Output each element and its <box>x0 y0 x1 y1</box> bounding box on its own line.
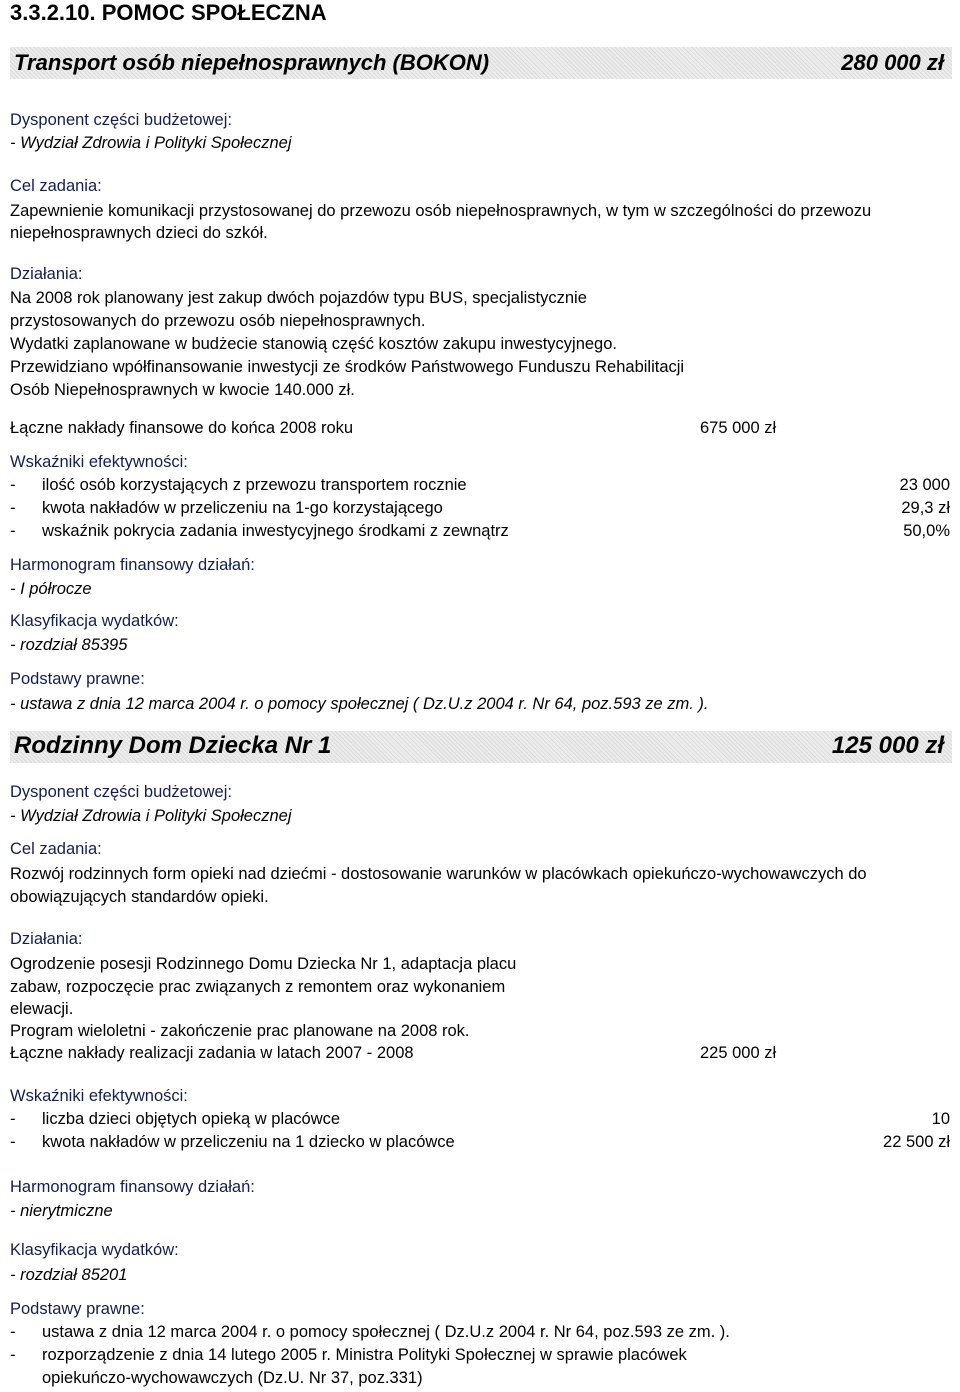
podstawa-text: opiekuńczo-wychowawczych (Dz.U. Nr 37, poz.331) <box>42 1369 423 1387</box>
task-banner-1 <box>10 47 952 79</box>
harmonogram-label: Harmonogram finansowy działań: <box>10 556 255 574</box>
wskaznik-value: 22 500 zł <box>883 1133 950 1151</box>
wskaznik-text: ilość osób korzystających z przewozu transportem rocznie <box>42 476 467 494</box>
list-item: - rozporządzenie z dnia 14 lutego 2005 r. Ministra Polityki Społecznej w sprawie placówek <box>10 1346 687 1364</box>
cel-label: Cel zadania: <box>10 840 102 858</box>
harmonogram-value: - nierytmiczne <box>10 1202 113 1220</box>
podstawa-text: ustawa z dnia 12 marca 2004 r. o pomocy społecznej ( Dz.U.z 2004 r. Nr 64, poz.593 ze zm. ). <box>42 1323 730 1341</box>
harmonogram-label: Harmonogram finansowy działań: <box>10 1178 255 1196</box>
wskaznik-text: kwota nakładów w przeliczeniu na 1 dziecko w placówce <box>42 1133 455 1151</box>
dysponent-value: - Wydział Zdrowia i Polityki Społecznej <box>10 134 292 152</box>
podstawa-text: rozporządzenie z dnia 14 lutego 2005 r. Ministra Polityki Społecznej w sprawie placówek <box>42 1346 687 1364</box>
task-banner-2 <box>10 731 952 763</box>
task-title: Transport osób niepełnosprawnych (BOKON) <box>14 50 490 75</box>
naklady-label: Łączne nakłady realizacji zadania w latach 2007 - 2008 <box>10 1044 414 1062</box>
task-amount: 280 000 zł <box>841 50 944 75</box>
klasyfikacja-label: Klasyfikacja wydatków: <box>10 612 179 630</box>
dysponent-label: Dysponent części budżetowej: <box>10 111 232 129</box>
dzialania-line: Osób Niepełnosprawnych w kwocie 140.000 zł. <box>10 381 355 399</box>
dysponent-value: - Wydział Zdrowia i Polityki Społecznej <box>10 807 292 825</box>
cel-label: Cel zadania: <box>10 177 102 195</box>
wskaznik-value: 10 <box>931 1110 950 1128</box>
cel-line: Rozwój rodzinnych form opieki nad dziećmi - dostosowanie warunków w placówkach opiekuńczo-wychowawczych do <box>10 865 867 883</box>
klasyfikacja-value: - rozdział 85201 <box>10 1266 128 1284</box>
podstawy-label: Podstawy prawne: <box>10 1300 145 1318</box>
wskaznik-text: liczba dzieci objętych opieką w placówce <box>42 1110 341 1128</box>
naklady-label: Łączne nakłady finansowe do końca 2008 roku <box>10 419 354 437</box>
naklady-value: 225 000 zł <box>700 1044 777 1062</box>
dzialania-label: Działania: <box>10 265 83 283</box>
wskaznik-text: wskaźnik pokrycia zadania inwestycyjnego środkami z zewnątrz <box>42 522 509 540</box>
wskazniki-label: Wskaźniki efektywności: <box>10 1087 188 1105</box>
wskaznik-value: 23 000 <box>899 476 950 494</box>
wskaznik-text: kwota nakładów w przeliczeniu na 1-go korzystającego <box>42 499 443 517</box>
dzialania-line: przystosowanych do przewozu osób niepełnosprawnych. <box>10 312 426 330</box>
list-item: - liczba dzieci objętych opieką w placówce 10 <box>10 1110 950 1128</box>
dzialania-line: Wydatki zaplanowane w budżecie stanowią część kosztów zakupu inwestycyjnego. <box>10 335 617 353</box>
list-item: - kwota nakładów w przeliczeniu na 1 dziecko w placówce 22 500 zł <box>10 1133 950 1151</box>
dzialania-line: Program wieloletni - zakończenie prac planowane na 2008 rok. <box>10 1022 470 1040</box>
list-item: - kwota nakładów w przeliczeniu na 1-go korzystającego 29,3 zł <box>10 499 950 517</box>
podstawy-label: Podstawy prawne: <box>10 670 145 688</box>
dzialania-line: zabaw, rozpoczęcie prac związanych z remontem oraz wykonaniem <box>10 978 506 996</box>
wskazniki-label: Wskaźniki efektywności: <box>10 453 188 471</box>
list-item: - ustawa z dnia 12 marca 2004 r. o pomocy społecznej ( Dz.U.z 2004 r. Nr 64, poz.593 ze zm. ). <box>10 1323 730 1341</box>
task-title: Rodzinny Dom Dziecka Nr 1 <box>14 732 332 759</box>
wskaznik-value: 29,3 zł <box>901 499 950 517</box>
harmonogram-value: - I półrocze <box>10 580 92 598</box>
dzialania-line: elewacji. <box>10 1000 74 1018</box>
klasyfikacja-label: Klasyfikacja wydatków: <box>10 1241 179 1259</box>
naklady-value: 675 000 zł <box>700 419 777 437</box>
cel-line: obowiązujących standardów opieki. <box>10 888 269 906</box>
section-heading: 3.3.2.10. POMOC SPOŁECZNA <box>10 0 327 25</box>
task-amount: 125 000 zł <box>831 732 944 759</box>
klasyfikacja-value: - rozdział 85395 <box>10 636 128 654</box>
list-item: - wskaźnik pokrycia zadania inwestycyjnego środkami z zewnątrz 50,0% <box>10 522 950 540</box>
list-item: - ilość osób korzystających z przewozu transportem rocznie 23 000 <box>10 476 950 494</box>
podstawy-value: - ustawa z dnia 12 marca 2004 r. o pomocy społecznej ( Dz.U.z 2004 r. Nr 64, poz.593 ze zm. ). <box>10 695 709 713</box>
dzialania-line: Przewidziano wpółfinansowanie inwestycji ze środków Państwowego Funduszu Rehabilitacji <box>10 358 685 376</box>
cel-line: niepełnosprawnych dzieci do szkół. <box>10 224 268 242</box>
list-item <box>0 1369 960 1391</box>
wskaznik-value: 50,0% <box>903 522 950 540</box>
dzialania-line: Ogrodzenie posesji Rodzinnego Domu Dziecka Nr 1, adaptacja placu <box>10 955 517 973</box>
dzialania-label: Działania: <box>10 930 83 948</box>
cel-line: Zapewnienie komunikacji przystosowanej do przewozu osób niepełnosprawnych, w tym w szczególności do przewozu <box>10 202 872 220</box>
dzialania-line: Na 2008 rok planowany jest zakup dwóch pojazdów typu BUS, specjalistycznie <box>10 289 587 307</box>
dysponent-label: Dysponent części budżetowej: <box>10 783 232 801</box>
